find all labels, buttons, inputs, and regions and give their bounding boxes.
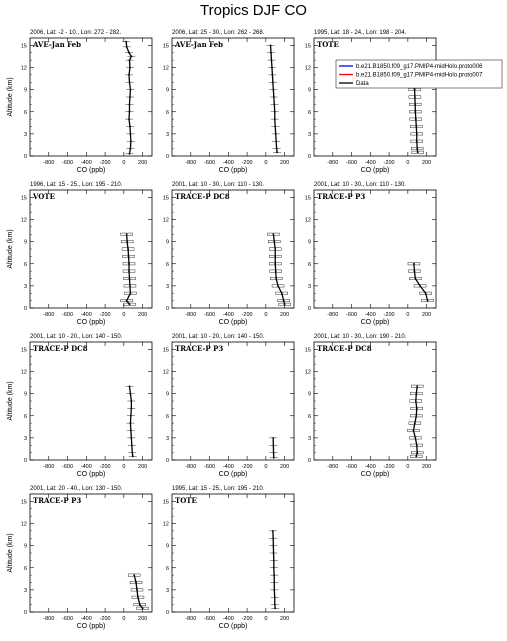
data-point <box>416 444 418 446</box>
data-point <box>129 303 131 305</box>
data-point <box>129 278 131 280</box>
data-point <box>414 437 416 439</box>
panel-header: 2001, Lat: 10 - 20., Lon: 140 - 150. <box>30 334 123 340</box>
data-point <box>284 303 286 305</box>
data-point <box>137 596 139 598</box>
y-tick-label: 3 <box>307 283 311 290</box>
x-axis-label: CO (ppb) <box>360 471 390 478</box>
x-tick-label: 0 <box>122 616 126 622</box>
x-tick-label: -400 <box>222 616 234 622</box>
x-tick-label: 0 <box>122 464 126 470</box>
panel-frame <box>30 494 152 612</box>
panel-name: TRACE-P DC8 <box>33 344 88 353</box>
x-tick-label: -600 <box>204 616 216 622</box>
x-tick-label: -400 <box>80 464 92 470</box>
x-tick-label: -800 <box>43 312 55 318</box>
y-tick-label: 9 <box>165 543 169 550</box>
x-tick-label: 200 <box>280 312 290 318</box>
data-point <box>417 151 419 153</box>
y-tick-label: 0 <box>23 610 27 616</box>
y-tick-label: 0 <box>307 154 311 160</box>
x-tick-label: -600 <box>62 312 74 318</box>
x-axis-label: CO (ppb) <box>76 623 106 630</box>
y-tick-label: 6 <box>165 109 169 116</box>
x-axis-label: CO (ppb) <box>360 167 390 174</box>
x-tick-label: -400 <box>364 312 376 318</box>
x-tick-label: 0 <box>264 160 268 166</box>
y-tick-label: 0 <box>307 458 311 464</box>
x-tick-label: -400 <box>222 160 234 166</box>
y-tick-label: 15 <box>20 499 27 506</box>
x-tick-label: 0 <box>406 464 410 470</box>
y-tick-label: 0 <box>23 306 27 312</box>
data-point <box>415 393 417 395</box>
legend-label: b.e21.B1850.f09_g17.PMIP4-midHolo.proto007 <box>356 72 483 79</box>
y-tick-label: 9 <box>165 239 169 246</box>
panel-header: 2006, Lat: -2 - 10., Lon: 272 - 282. <box>30 30 122 36</box>
y-tick-label: 12 <box>20 217 27 224</box>
x-tick-label: -200 <box>241 312 253 318</box>
y-tick-label: 6 <box>307 109 311 116</box>
panel-name: TRACE-P DC8 <box>175 192 230 201</box>
y-tick-label: 12 <box>20 369 27 376</box>
panel-header: 2001, Lat: 10 - 20., Lon: 140 - 150. <box>172 334 265 340</box>
data-point <box>416 452 418 454</box>
data-point <box>425 292 427 294</box>
y-tick-label: 12 <box>20 65 27 72</box>
data-point <box>415 415 417 417</box>
data-line <box>273 438 274 458</box>
y-tick-label: 0 <box>165 610 169 616</box>
panel-header: 2001, Lat: 10 - 30., Lon: 110 - 130. <box>314 182 406 188</box>
y-tick-label: 6 <box>165 565 169 572</box>
x-tick-label: 200 <box>138 464 148 470</box>
data-point <box>275 270 277 272</box>
x-axis-label: CO (ppb) <box>218 471 248 478</box>
y-tick-label: 3 <box>165 283 169 290</box>
legend-label: b.e21.B1850.f09_g17.PMIP4-midHolo.proto006 <box>356 64 483 70</box>
panel-header: 2001, Lat: 20 - 40., Lon: 130 - 150. <box>30 486 123 492</box>
panel-frame <box>314 190 436 308</box>
x-tick-label: 200 <box>280 464 290 470</box>
x-tick-label: -400 <box>80 616 92 622</box>
y-tick-label: 9 <box>307 87 311 94</box>
x-tick-label: 0 <box>264 464 268 470</box>
y-tick-label: 15 <box>304 195 311 202</box>
y-tick-label: 12 <box>162 65 169 72</box>
panel-name: TOTE <box>175 496 197 505</box>
x-tick-label: 200 <box>280 160 290 166</box>
data-point <box>415 126 417 128</box>
x-tick-label: 0 <box>264 312 268 318</box>
x-tick-label: -400 <box>364 464 376 470</box>
x-tick-label: -800 <box>185 464 197 470</box>
y-tick-label: 6 <box>23 413 27 420</box>
y-tick-label: 9 <box>165 391 169 398</box>
y-axis-label: Altitude (km) <box>7 229 14 269</box>
y-tick-label: 12 <box>304 217 311 224</box>
panel-header: 1996, Lat: 15 - 25., Lon: 195 - 210. <box>30 182 123 188</box>
x-tick-label: -200 <box>383 160 395 166</box>
data-point <box>129 285 131 287</box>
x-tick-label: -600 <box>62 160 74 166</box>
y-tick-label: 15 <box>162 195 169 202</box>
x-tick-label: 0 <box>406 312 410 318</box>
data-line <box>414 264 428 301</box>
x-tick-label: -800 <box>43 616 55 622</box>
page-title: Tropics DJF CO <box>200 2 307 19</box>
y-tick-label: 15 <box>162 43 169 50</box>
y-axis-label: Altitude (km) <box>7 533 14 573</box>
data-point <box>274 263 276 265</box>
panel-frame <box>30 190 152 308</box>
data-point <box>416 133 418 135</box>
panel-header: 1995, Lat: 15 - 25., Lon: 195 - 210. <box>172 486 265 492</box>
y-tick-label: 3 <box>165 587 169 594</box>
data-line <box>271 45 278 152</box>
x-tick-label: 0 <box>122 312 126 318</box>
y-tick-label: 12 <box>162 217 169 224</box>
x-tick-label: -800 <box>327 160 339 166</box>
x-tick-label: 200 <box>138 312 148 318</box>
data-point <box>274 248 276 250</box>
data-point <box>277 285 279 287</box>
data-point <box>414 103 416 105</box>
panel-frame <box>314 342 436 460</box>
y-tick-label: 6 <box>307 413 311 420</box>
x-tick-label: -600 <box>204 160 216 166</box>
y-tick-label: 12 <box>304 65 311 72</box>
x-tick-label: 0 <box>264 616 268 622</box>
data-point <box>416 385 418 387</box>
x-tick-label: -200 <box>99 160 111 166</box>
data-point <box>414 422 416 424</box>
x-tick-label: 0 <box>122 160 126 166</box>
x-tick-label: -800 <box>327 464 339 470</box>
x-tick-label: -200 <box>99 616 111 622</box>
y-tick-label: 6 <box>165 261 169 268</box>
data-point <box>413 430 415 432</box>
x-axis-label: CO (ppb) <box>218 319 248 326</box>
x-axis-label: CO (ppb) <box>218 623 248 630</box>
x-tick-label: -400 <box>222 464 234 470</box>
data-point <box>274 255 276 257</box>
x-tick-label: -800 <box>185 312 197 318</box>
x-axis-label: CO (ppb) <box>218 167 248 174</box>
data-point <box>130 292 132 294</box>
panel-header: 2001, Lat: 10 - 30., Lon: 190 - 210. <box>314 334 407 340</box>
x-tick-label: -200 <box>99 464 111 470</box>
data-point <box>275 278 277 280</box>
data-point <box>414 111 416 113</box>
data-point <box>415 400 417 402</box>
x-tick-label: -400 <box>364 160 376 166</box>
x-tick-label: 0 <box>406 160 410 166</box>
y-tick-label: 12 <box>20 521 27 528</box>
data-point <box>419 285 421 287</box>
y-tick-label: 6 <box>307 261 311 268</box>
y-tick-label: 6 <box>23 565 27 572</box>
x-tick-label: 200 <box>422 160 432 166</box>
data-point <box>128 270 130 272</box>
data-point <box>415 455 417 457</box>
y-tick-label: 9 <box>23 391 27 398</box>
data-point <box>126 233 128 235</box>
y-tick-label: 15 <box>162 499 169 506</box>
x-tick-label: -200 <box>241 464 253 470</box>
panel-name: VOTE <box>33 192 55 201</box>
y-tick-label: 15 <box>20 347 27 354</box>
y-tick-label: 0 <box>23 154 27 160</box>
data-point <box>273 241 275 243</box>
x-tick-label: -200 <box>241 616 253 622</box>
data-point <box>413 263 415 265</box>
x-tick-label: -800 <box>43 464 55 470</box>
data-point <box>415 118 417 120</box>
data-point <box>414 96 416 98</box>
x-tick-label: -600 <box>346 160 358 166</box>
x-tick-label: -400 <box>80 160 92 166</box>
y-tick-label: 0 <box>165 306 169 312</box>
y-tick-label: 12 <box>162 369 169 376</box>
x-tick-label: 200 <box>280 616 290 622</box>
data-point <box>136 589 138 591</box>
data-point <box>416 148 418 150</box>
y-tick-label: 6 <box>23 109 27 116</box>
y-tick-label: 12 <box>162 521 169 528</box>
panel-name: TOTE <box>317 40 339 49</box>
data-point <box>416 407 418 409</box>
y-tick-label: 3 <box>23 131 27 138</box>
x-tick-label: -600 <box>204 312 216 318</box>
y-tick-label: 0 <box>165 458 169 464</box>
data-point <box>128 263 130 265</box>
y-tick-label: 0 <box>165 154 169 160</box>
y-axis-label: Altitude (km) <box>7 381 14 421</box>
x-tick-label: -800 <box>185 616 197 622</box>
x-tick-label: 200 <box>422 312 432 318</box>
x-tick-label: -200 <box>383 464 395 470</box>
y-tick-label: 6 <box>23 261 27 268</box>
y-tick-label: 3 <box>23 587 27 594</box>
panel-name: TRACE-P DC8 <box>317 344 372 353</box>
x-tick-label: 200 <box>422 464 432 470</box>
x-tick-label: -600 <box>62 616 74 622</box>
x-axis-label: CO (ppb) <box>76 471 106 478</box>
panel-header: 2001, Lat: 10 - 30., Lon: 110 - 130. <box>172 182 264 188</box>
legend-label: Data <box>356 81 369 87</box>
x-tick-label: -400 <box>222 312 234 318</box>
y-tick-label: 15 <box>20 43 27 50</box>
data-point <box>281 292 283 294</box>
x-tick-label: -600 <box>346 312 358 318</box>
data-line <box>273 234 284 304</box>
data-point <box>272 233 274 235</box>
y-tick-label: 0 <box>307 306 311 312</box>
panel-name: TRACE-P P3 <box>317 192 366 201</box>
x-tick-label: 200 <box>138 616 148 622</box>
panel-name: AVE-Jan Feb <box>175 40 224 49</box>
x-axis-label: CO (ppb) <box>76 319 106 326</box>
x-tick-label: -400 <box>80 312 92 318</box>
data-point <box>416 140 418 142</box>
data-point <box>135 582 137 584</box>
data-point <box>126 241 128 243</box>
data-point <box>128 255 130 257</box>
x-axis-label: CO (ppb) <box>76 167 106 174</box>
x-tick-label: -800 <box>327 312 339 318</box>
y-tick-label: 15 <box>304 347 311 354</box>
panel-frame <box>314 38 436 156</box>
panel-header: 1995, Lat: 18 - 24., Lon: 198 - 204. <box>314 30 407 36</box>
y-tick-label: 9 <box>165 87 169 94</box>
y-axis-label: Altitude (km) <box>7 77 14 117</box>
data-point <box>427 300 429 302</box>
y-tick-label: 0 <box>23 458 27 464</box>
x-tick-label: -600 <box>62 464 74 470</box>
y-tick-label: 9 <box>307 391 311 398</box>
panel-header: 2006, Lat: 25 - 30., Lon: 262 - 268. <box>172 30 265 36</box>
y-tick-label: 9 <box>23 239 27 246</box>
y-tick-label: 3 <box>307 131 311 138</box>
y-tick-label: 12 <box>304 369 311 376</box>
x-tick-label: -200 <box>241 160 253 166</box>
data-point <box>142 607 144 609</box>
y-tick-label: 15 <box>20 195 27 202</box>
panel-name: TRACE-P P3 <box>175 344 224 353</box>
data-point <box>133 574 135 576</box>
y-tick-label: 15 <box>304 43 311 50</box>
panel-frame <box>172 342 294 460</box>
data-point <box>414 89 416 91</box>
panel-name: TRACE-P P3 <box>33 496 82 505</box>
y-tick-label: 6 <box>165 413 169 420</box>
y-tick-label: 3 <box>23 283 27 290</box>
y-tick-label: 3 <box>307 435 311 442</box>
x-tick-label: -800 <box>185 160 197 166</box>
x-tick-label: -200 <box>383 312 395 318</box>
data-point <box>283 300 285 302</box>
data-point <box>414 278 416 280</box>
y-tick-label: 9 <box>307 239 311 246</box>
data-point <box>126 300 128 302</box>
data-point <box>139 604 141 606</box>
y-tick-label: 3 <box>165 131 169 138</box>
panel-name: AVE-Jan Feb <box>33 40 82 49</box>
x-tick-label: -600 <box>204 464 216 470</box>
y-tick-label: 15 <box>162 347 169 354</box>
x-axis-label: CO (ppb) <box>360 319 390 326</box>
x-tick-label: -600 <box>346 464 358 470</box>
data-point <box>414 270 416 272</box>
x-tick-label: 200 <box>138 160 148 166</box>
x-tick-label: -200 <box>99 312 111 318</box>
data-line <box>126 42 131 154</box>
y-tick-label: 9 <box>23 543 27 550</box>
x-tick-label: -800 <box>43 160 55 166</box>
y-tick-label: 9 <box>23 87 27 94</box>
y-tick-label: 3 <box>165 435 169 442</box>
data-point <box>127 248 129 250</box>
y-tick-label: 3 <box>23 435 27 442</box>
